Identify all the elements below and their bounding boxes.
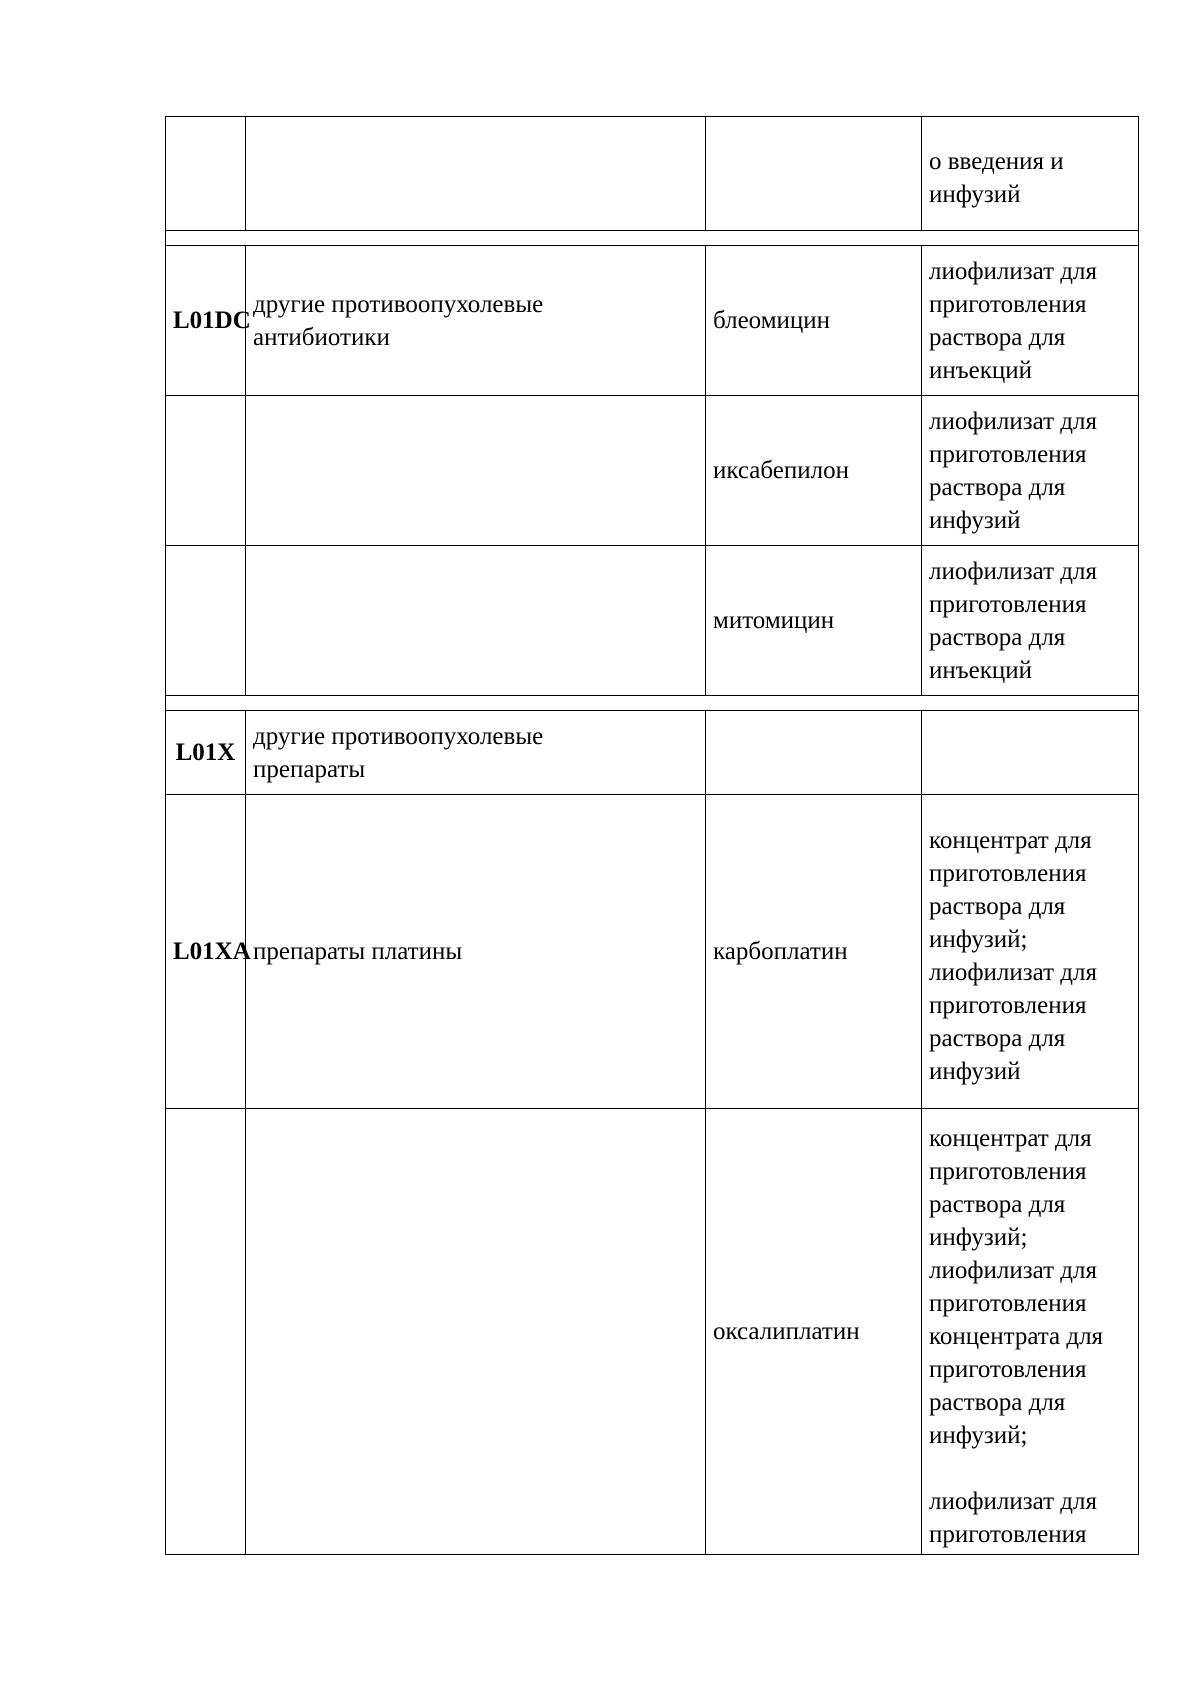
group-cell: другие противоопухолевые препараты bbox=[246, 711, 706, 795]
dosage-form-cell: лиофилизат для приготовления раствора для инъекций bbox=[922, 246, 1139, 396]
table-row bbox=[166, 246, 1139, 396]
atc-code-cell: L01X bbox=[166, 711, 246, 795]
atc-code-cell: L01XA bbox=[166, 795, 246, 1109]
atc-code-cell bbox=[166, 546, 246, 696]
group-cell bbox=[246, 117, 706, 231]
drug-name-cell: митомицин bbox=[706, 546, 922, 696]
dosage-form-cell: лиофилизат для приготовления раствора для инъекций bbox=[922, 546, 1139, 696]
table-row bbox=[166, 117, 1139, 231]
table-row bbox=[166, 1109, 1139, 1555]
atc-code-cell: L01DC bbox=[166, 246, 246, 396]
atc-code-cell bbox=[166, 396, 246, 546]
drug-name-cell: оксалиплатин bbox=[706, 1109, 922, 1555]
dosage-form-cell: лиофилизат для приготовления раствора для инфузий bbox=[922, 396, 1139, 546]
group-cell: другие противоопухолевые антибиотики bbox=[246, 246, 706, 396]
table-row bbox=[166, 546, 1139, 696]
drug-name-cell: иксабепилон bbox=[706, 396, 922, 546]
atc-code-cell bbox=[166, 117, 246, 231]
drug-name-cell bbox=[706, 711, 922, 795]
separator-cell bbox=[166, 231, 1139, 246]
drug-table bbox=[165, 116, 1139, 1555]
group-cell bbox=[246, 396, 706, 546]
atc-code-cell bbox=[166, 1109, 246, 1555]
group-cell bbox=[246, 546, 706, 696]
group-cell bbox=[246, 1109, 706, 1555]
table-row bbox=[166, 396, 1139, 546]
group-cell: препараты платины bbox=[246, 795, 706, 1109]
table-row bbox=[166, 711, 1139, 795]
dosage-form-cell: концентрат для приготовления раствора для инфузий; лиофилизат для приготовления раствора для инфузий bbox=[922, 795, 1139, 1109]
table-row bbox=[166, 795, 1139, 1109]
table-separator-row bbox=[166, 696, 1139, 711]
drug-name-cell bbox=[706, 117, 922, 231]
dosage-form-cell: о введения и инфузий bbox=[922, 117, 1139, 231]
drug-name-cell: блеомицин bbox=[706, 246, 922, 396]
table-separator-row bbox=[166, 231, 1139, 246]
separator-cell bbox=[166, 696, 1139, 711]
dosage-form-cell: концентрат для приготовления раствора для инфузий; лиофилизат для приготовления концентрата для приготовления раствора для инфузий; лиофилизат для приготовления bbox=[922, 1109, 1139, 1555]
drug-name-cell: карбоплатин bbox=[706, 795, 922, 1109]
dosage-form-cell bbox=[922, 711, 1139, 795]
